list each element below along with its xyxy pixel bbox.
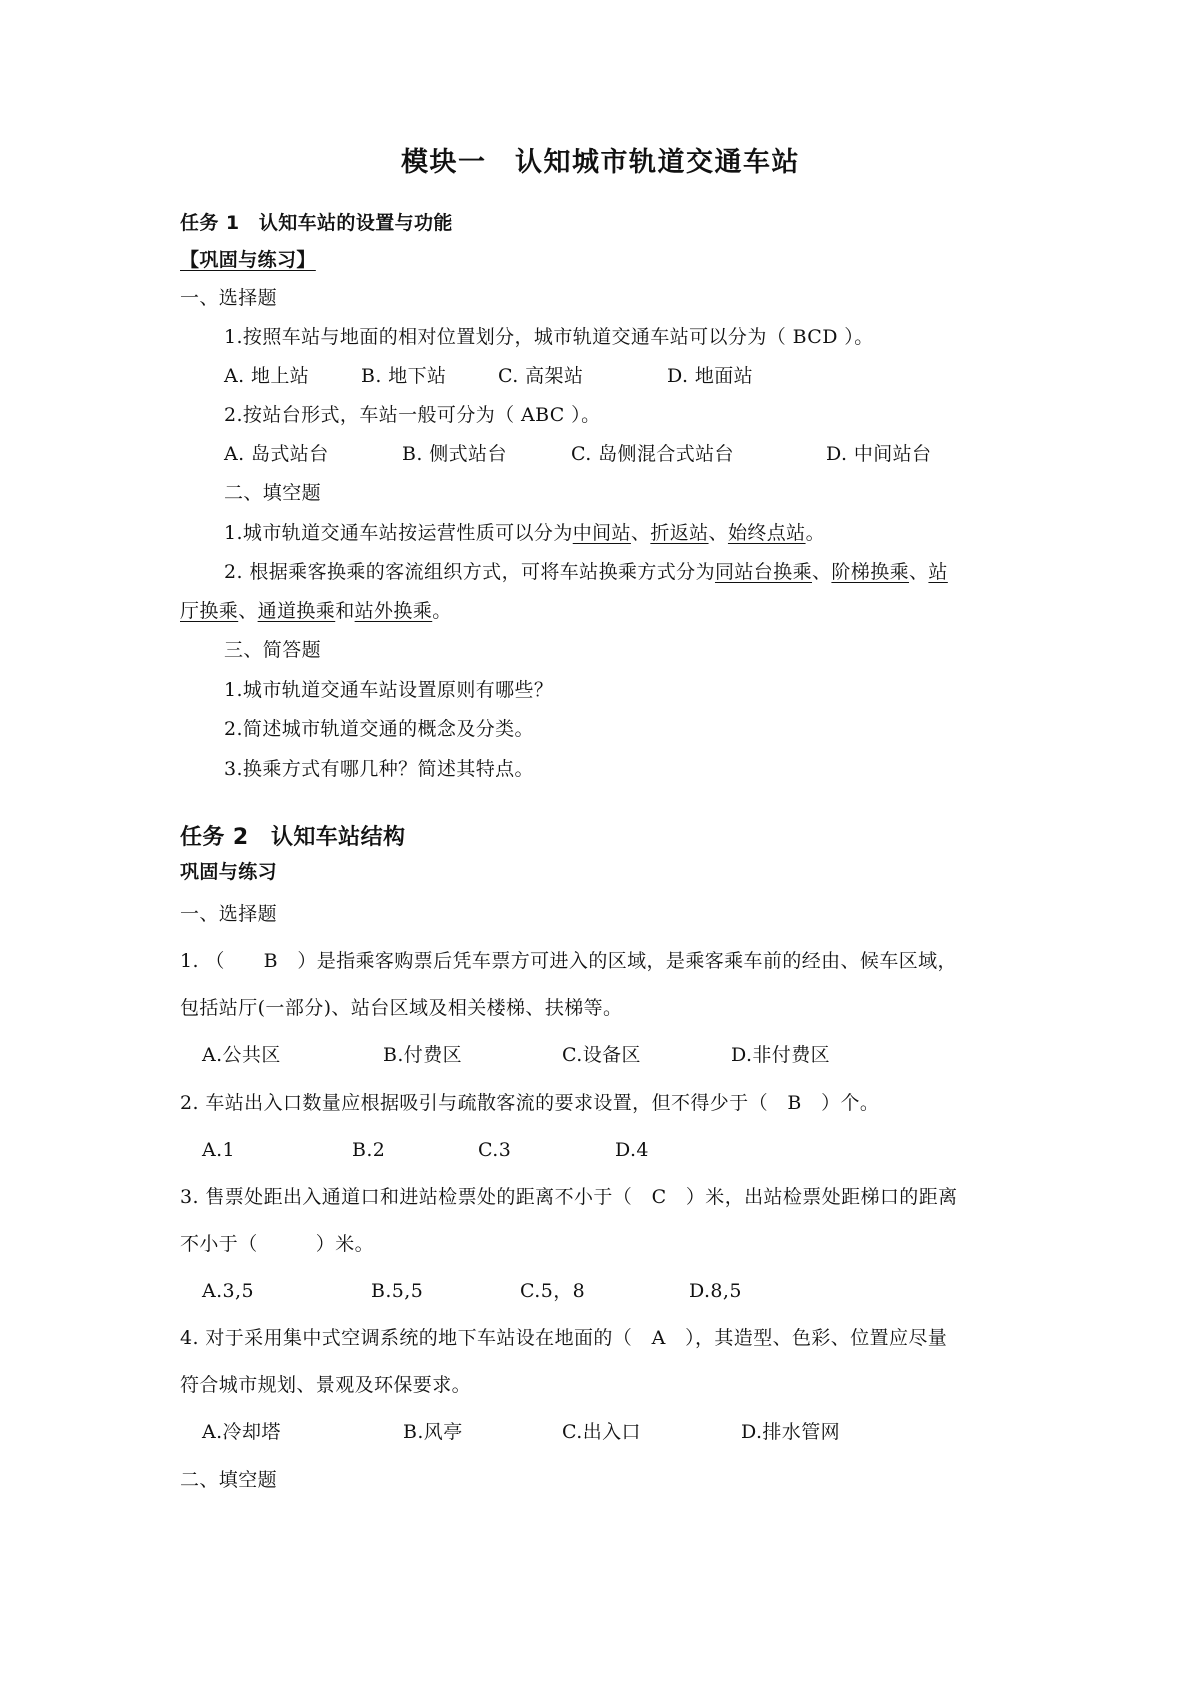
task2-practice-label: 巩固与练习 <box>180 861 278 883</box>
task1-heading: 任务 1 认知车站的设置与功能 <box>180 212 453 234</box>
option-d: D.排水管网 <box>741 1421 840 1443</box>
option-b: B.付费区 <box>383 1044 463 1066</box>
fill2-answer-5: 站外换乘 <box>354 600 433 622</box>
fill2-answer-3a: 站 <box>928 561 948 583</box>
fill2-conjunction: 和 <box>335 600 355 622</box>
fill2-separator: 、 <box>909 561 929 583</box>
fill1-answer-2: 折返站 <box>650 522 709 544</box>
option-c: C.出入口 <box>562 1421 641 1443</box>
option-d: D. 中间站台 <box>826 443 932 465</box>
task1-section-short: 三、简答题 <box>224 639 322 661</box>
option-d: D.非付费区 <box>731 1044 830 1066</box>
task2-q1-line1: 1. （ B ）是指乘客购票后凭车票方可进入的区域，是乘客乘车前的经由、候车区域， <box>180 950 957 972</box>
task1-practice-label: 【巩固与练习】 <box>180 249 316 271</box>
fill2-text: 2. 根据乘客换乘的客流组织方式，可将车站换乘方式分为 <box>224 561 715 583</box>
task2-heading: 任务 2 认知车站结构 <box>180 825 406 850</box>
fill2-answer-1: 同站台换乘 <box>714 561 812 583</box>
task1-short-2: 2.简述城市轨道交通的概念及分类。 <box>224 718 534 740</box>
option-b: B. 地下站 <box>361 365 447 387</box>
task1-short-1: 1.城市轨道交通车站设置原则有哪些？ <box>224 679 554 701</box>
option-a: A. 地上站 <box>224 365 310 387</box>
option-d: D. 地面站 <box>667 365 754 387</box>
option-c: C. 高架站 <box>498 365 584 387</box>
fill1-separator: 、 <box>708 522 728 544</box>
option-c: C.设备区 <box>562 1044 641 1066</box>
option-a: A.3,5 <box>202 1280 254 1302</box>
option-a: A. 岛式站台 <box>224 443 329 465</box>
task1-fill-1 <box>224 520 825 546</box>
task1-section-fill: 二、填空题 <box>224 482 322 504</box>
option-d: D.4 <box>615 1139 649 1161</box>
task1-short-3: 3.换乘方式有哪几种？简述其特点。 <box>224 758 534 780</box>
fill2-separator: 、 <box>812 561 832 583</box>
fill1-answer-1: 中间站 <box>572 522 631 544</box>
task2-q3-line1: 3. 售票处距出入通道口和进站检票处的距离不小于（ C ）米，出站检票处距梯口的距离 <box>180 1186 958 1208</box>
fill2-separator: 、 <box>238 600 258 622</box>
task1-section-choice: 一、选择题 <box>180 287 278 309</box>
fill2-answer-4: 通道换乘 <box>257 600 336 622</box>
option-b: B.2 <box>352 1139 386 1161</box>
task2-section-choice: 一、选择题 <box>180 903 278 925</box>
task2-q4-line2: 符合城市规划、景观及环保要求。 <box>180 1374 472 1396</box>
option-d: D.8,5 <box>689 1280 742 1302</box>
option-a: A.公共区 <box>202 1044 281 1066</box>
fill2-end: 。 <box>432 600 452 622</box>
task2-q4-line1: 4. 对于采用集中式空调系统的地下车站设在地面的（ A ），其造型、色彩、位置应尽量 <box>180 1327 948 1349</box>
option-a: A.冷却塔 <box>202 1421 281 1443</box>
fill1-text: 1.城市轨道交通车站按运营性质可以分为 <box>224 522 573 544</box>
task2-q3-line2: 不小于（ ）米。 <box>180 1233 375 1255</box>
option-a: A.1 <box>202 1139 236 1161</box>
option-c: C.3 <box>478 1139 512 1161</box>
fill2-answer-3b: 厅换乘 <box>180 600 239 622</box>
fill2-answer-2: 阶梯换乘 <box>831 561 910 583</box>
option-c: C. 岛侧混合式站台 <box>571 443 734 465</box>
fill1-separator: 、 <box>630 522 651 544</box>
option-b: B. 侧式站台 <box>402 443 507 465</box>
task2-q1-line2: 包括站厅(一部分)、站台区域及相关楼梯、扶梯等。 <box>180 997 623 1019</box>
task1-fill-2-line2 <box>180 598 452 624</box>
task1-question-2: 2.按站台形式，车站一般可分为（ ABC ）。 <box>224 404 601 426</box>
option-b: B.5,5 <box>371 1280 424 1302</box>
task2-q2: 2. 车站出入口数量应根据吸引与疏散客流的要求设置，但不得少于（ B ）个。 <box>180 1092 880 1114</box>
module-title: 模块一 认知城市轨道交通车站 <box>401 147 800 178</box>
fill1-answer-3: 始终点站 <box>727 522 806 544</box>
task2-section-fill: 二、填空题 <box>180 1469 278 1491</box>
task1-question-1: 1.按照车站与地面的相对位置划分，城市轨道交通车站可以分为（ BCD ）。 <box>224 326 874 348</box>
option-b: B.风亭 <box>403 1421 463 1443</box>
option-c: C.5，8 <box>520 1280 586 1302</box>
fill1-end: 。 <box>805 522 825 544</box>
task1-fill-2-line1 <box>224 559 948 585</box>
